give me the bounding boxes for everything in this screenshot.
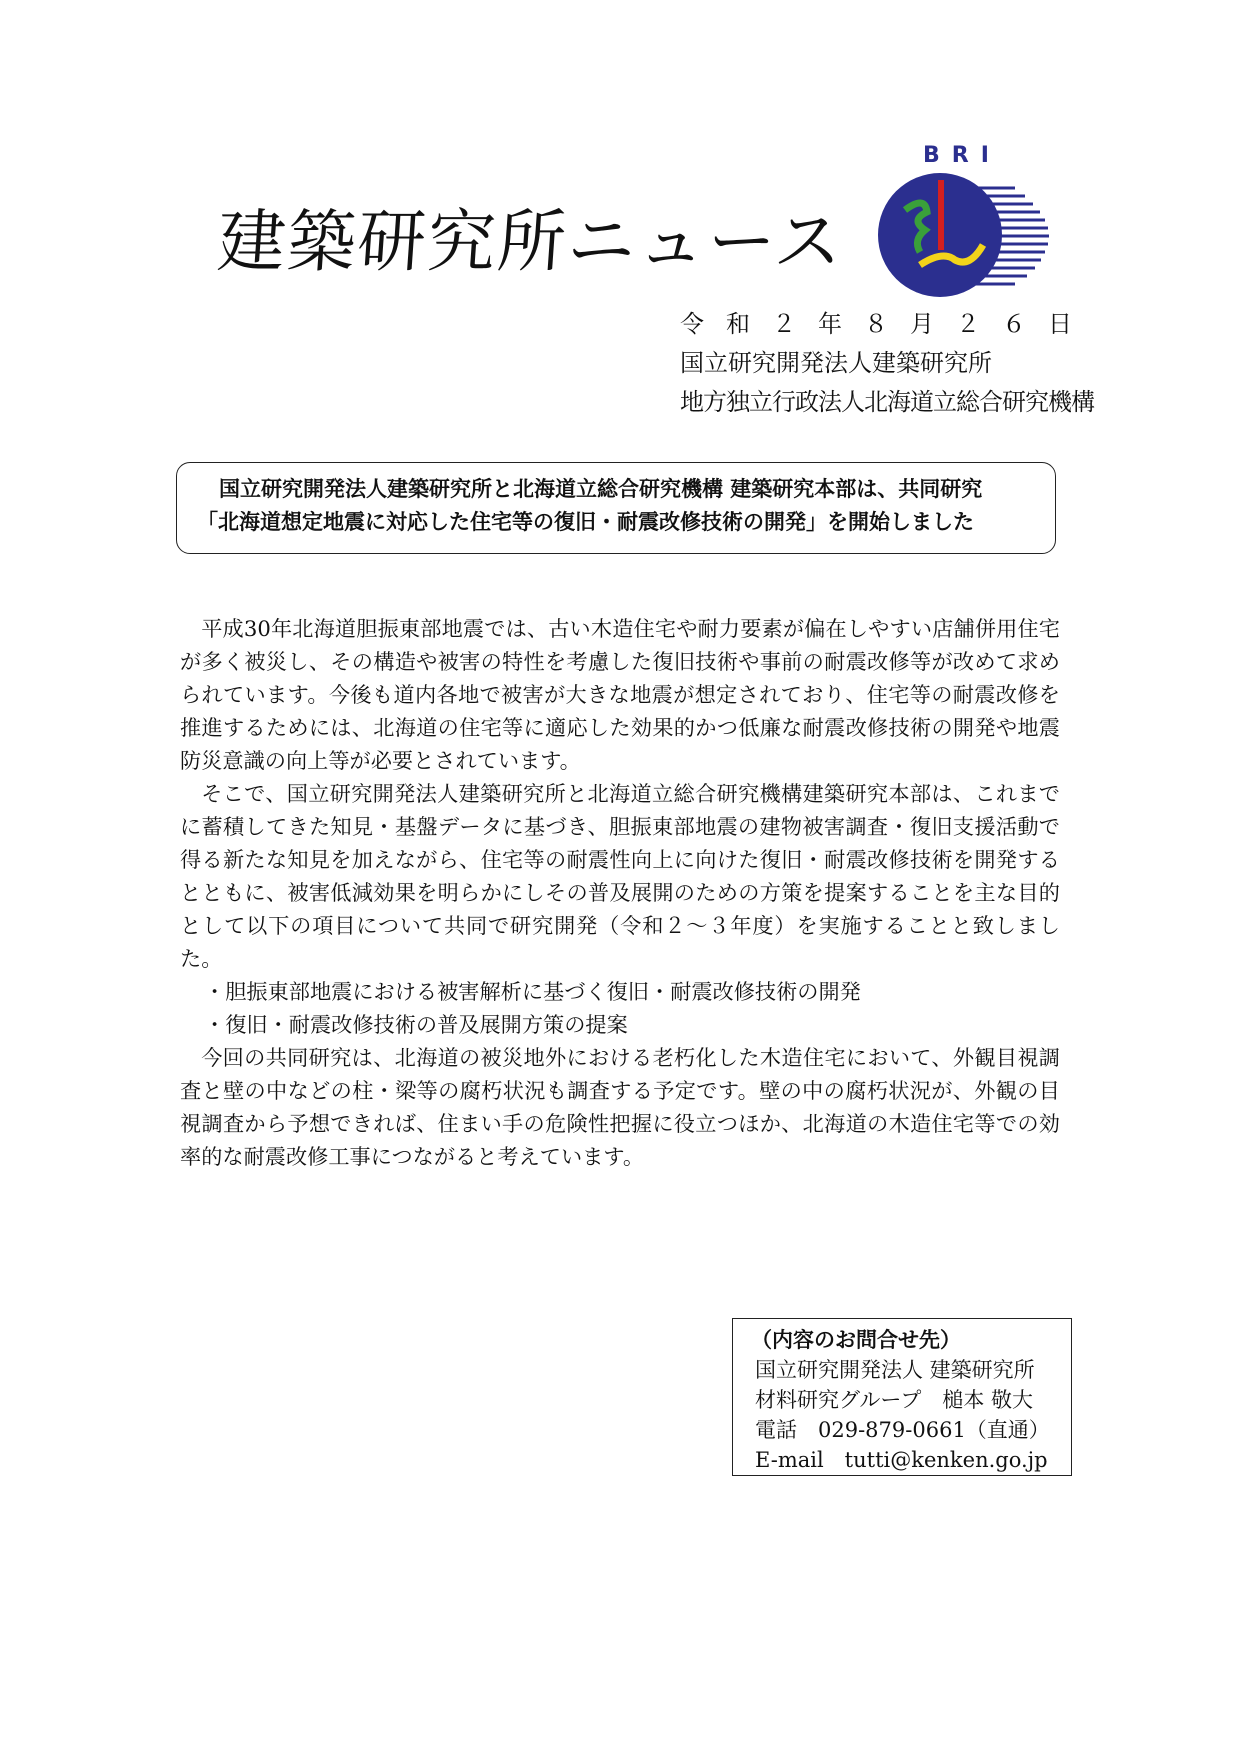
organization-1: 国立研究開発法人建築研究所 [680, 349, 992, 377]
bullet-item-2: ・復旧・耐震改修技術の普及展開方策の提案 [204, 1012, 628, 1037]
body-text [180, 612, 1060, 1173]
headline-line-2: 「北海道想定地震に対応した住宅等の復旧・耐震改修技術の開発」を開始しました [197, 510, 974, 534]
bri-logo [865, 140, 1055, 300]
contact-phone: 電話 029-879-0661（直通） [755, 1418, 1050, 1442]
contact-group: 材料研究グループ 槌本 敬大 [755, 1388, 1033, 1412]
headline-line-1: 国立研究開発法人建築研究所と北海道立総合研究機構 建築研究本部は、共同研究 [219, 477, 983, 501]
issue-date: 令和２年８月２６日 [680, 310, 1094, 338]
logo-text: BRI [923, 143, 1001, 168]
organization-2: 地方独立行政法人北海道立総合研究機構 [680, 388, 1094, 416]
date-block [680, 305, 1094, 422]
headline-box [176, 462, 1056, 554]
contact-title: （内容のお問合せ先） [751, 1328, 961, 1352]
contact-organization: 国立研究開発法人 建築研究所 [755, 1358, 1035, 1382]
logo-red-bar [938, 180, 944, 250]
news-title: 建築研究所ニュース [214, 203, 847, 282]
paragraph-2: そこで、国立研究開発法人建築研究所と北海道立総合研究機構建築研究本部は、これまでに蓄積してきた知見・基盤データに基づき、胆振東部地震の建物被害調査・復旧支援活動で得る新たな知見を加えながら、住宅等の耐震性向上に向けた復旧・耐震改修技術を開発するとともに、被害低減効果を明らかにしその普及展開のための方策を提案することを主な目的として以下の項目について共同で研究開発（令和２～３年度）を実施することと致しました。 [180, 781, 1060, 971]
contact-box [732, 1318, 1072, 1476]
contact-email: E-mail tutti@kenken.go.jp [755, 1448, 1048, 1472]
paragraph-3: 今回の共同研究は、北海道の被災地外における老朽化した木造住宅において、外観目視調査と壁の中などの柱・梁等の腐朽状況も調査する予定です。壁の中の腐朽状況が、外観の目視調査から予想できれば、住まい手の危険性把握に役立つほか、北海道の木造住宅等での効率的な耐震改修工事につながると考えています。 [180, 1045, 1060, 1169]
bullet-item-1: ・胆振東部地震における被害解析に基づく復旧・耐震改修技術の開発 [204, 979, 861, 1004]
paragraph-1: 平成30年北海道胆振東部地震では、古い木造住宅や耐力要素が偏在しやすい店舗併用住宅が多く被災し、その構造や被害の特性を考慮した復旧技術や事前の耐震改修等が改めて求められています。今後も道内各地で被害が大きな地震が想定されており、住宅等の耐震改修を推進するためには、北海道の住宅等に適応した効果的かつ低廉な耐震改修技術の開発や地震防災意識の向上等が必要とされています。 [180, 616, 1060, 773]
